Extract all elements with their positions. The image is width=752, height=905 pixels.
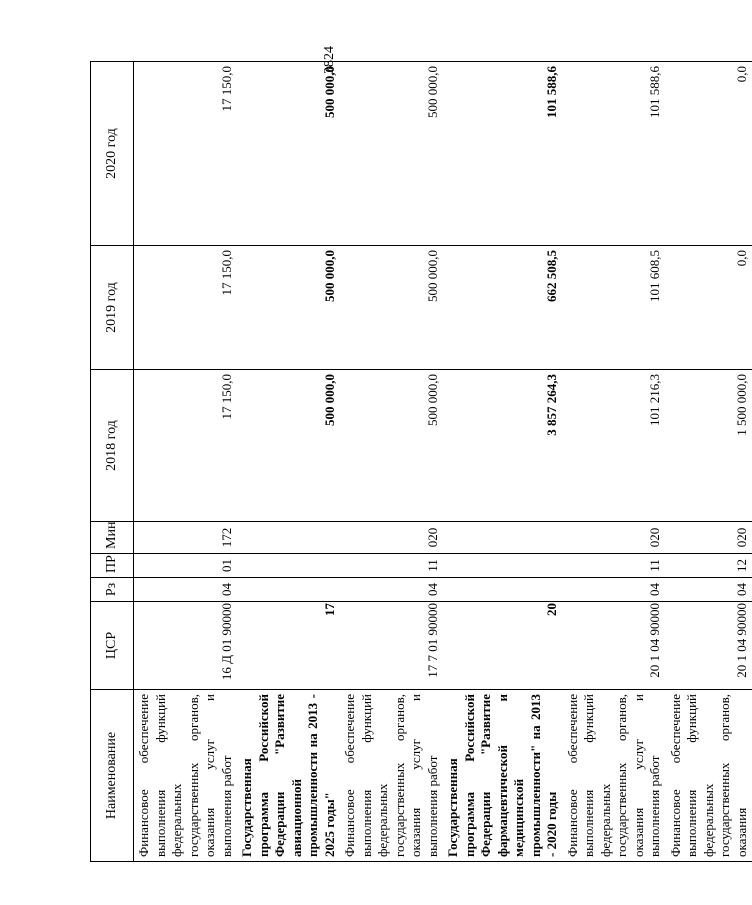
table-row (666, 62, 752, 862)
table-row (237, 62, 340, 862)
row-2019: 500 000,0 (237, 246, 340, 370)
table-row (443, 62, 563, 862)
row-min (237, 522, 340, 554)
header-name: Наименование (91, 690, 134, 862)
table-row (563, 62, 666, 862)
row-2018: 17 150,0 (134, 370, 238, 522)
budget-table (90, 61, 752, 862)
row-min: 020 (563, 522, 666, 554)
row-pr (443, 554, 563, 578)
table-row (340, 62, 443, 862)
row-2020: 0,0 (666, 62, 752, 246)
row-min: 172 (134, 522, 238, 554)
budget-table-rotated (90, 62, 749, 862)
row-csr: 20 (443, 602, 563, 690)
page-number-text: 3824 (322, 46, 337, 74)
row-csr: 20 1 04 90000 (563, 602, 666, 690)
row-csr: 17 7 01 90000 (340, 602, 443, 690)
row-name: Финансовое обеспечение выполнения функций федеральных государственных органов, оказания услуг и выполнения работ (563, 690, 666, 862)
row-pr: 11 (340, 554, 443, 578)
row-min (443, 522, 563, 554)
row-rz: 04 (666, 578, 752, 602)
row-name: Финансовое обеспечение выполнения функций федеральных государственных органов, оказания услуг и выполнения работ (134, 690, 238, 862)
row-min: 020 (666, 522, 752, 554)
header-min: Мин (91, 522, 134, 554)
row-rz (443, 578, 563, 602)
row-min: 020 (340, 522, 443, 554)
row-2020: 500 000,0 (237, 62, 340, 246)
header-2020: 2020 год (91, 62, 134, 246)
row-rz: 04 (563, 578, 666, 602)
row-2020: 17 150,0 (134, 62, 238, 246)
row-pr: 11 (563, 554, 666, 578)
row-2018: 1 500 000,0 (666, 370, 752, 522)
header-2018: 2018 год (91, 370, 134, 522)
row-csr: 16 Д 01 90000 (134, 602, 238, 690)
header-rz: Рз (91, 578, 134, 602)
row-2019: 17 150,0 (134, 246, 238, 370)
header-2019: 2019 год (91, 246, 134, 370)
row-2019: 0,0 (666, 246, 752, 370)
row-rz: 04 (340, 578, 443, 602)
row-2019: 662 508,5 (443, 246, 563, 370)
table-row (134, 62, 238, 862)
row-2020: 101 588,6 (443, 62, 563, 246)
row-pr (237, 554, 340, 578)
row-name: Государственная программа Российской Федерации "Развитие фармацевтической и медицинской промышленности" на 2013 - 2020 годы (443, 690, 563, 862)
row-2018: 500 000,0 (340, 370, 443, 522)
row-name: Финансовое обеспечение выполнения функций федеральных государственных органов, оказания услуг и выполнения работ (340, 690, 443, 862)
header-csr: ЦСР (91, 602, 134, 690)
row-2019: 500 000,0 (340, 246, 443, 370)
table-container (90, 62, 749, 862)
row-name: Государственная программа Российской Федерации "Развитие авиационной промышленности на 2013 - 2025 годы" (237, 690, 340, 862)
row-rz: 04 (134, 578, 238, 602)
row-rz (237, 578, 340, 602)
row-2020: 101 588,6 (563, 62, 666, 246)
row-csr: 20 1 04 90000 (666, 602, 752, 690)
row-name: Финансовое обеспечение выполнения функций федеральных государственных органов, оказания (666, 690, 752, 862)
row-2019: 101 608,5 (563, 246, 666, 370)
row-2020: 500 000,0 (340, 62, 443, 246)
row-csr: 17 (237, 602, 340, 690)
header-pr: ПР (91, 554, 134, 578)
row-2018: 500 000,0 (237, 370, 340, 522)
header-row (91, 62, 134, 862)
row-2018: 101 216,3 (563, 370, 666, 522)
row-pr: 12 (666, 554, 752, 578)
row-2018: 3 857 264,3 (443, 370, 563, 522)
row-pr: 01 (134, 554, 238, 578)
